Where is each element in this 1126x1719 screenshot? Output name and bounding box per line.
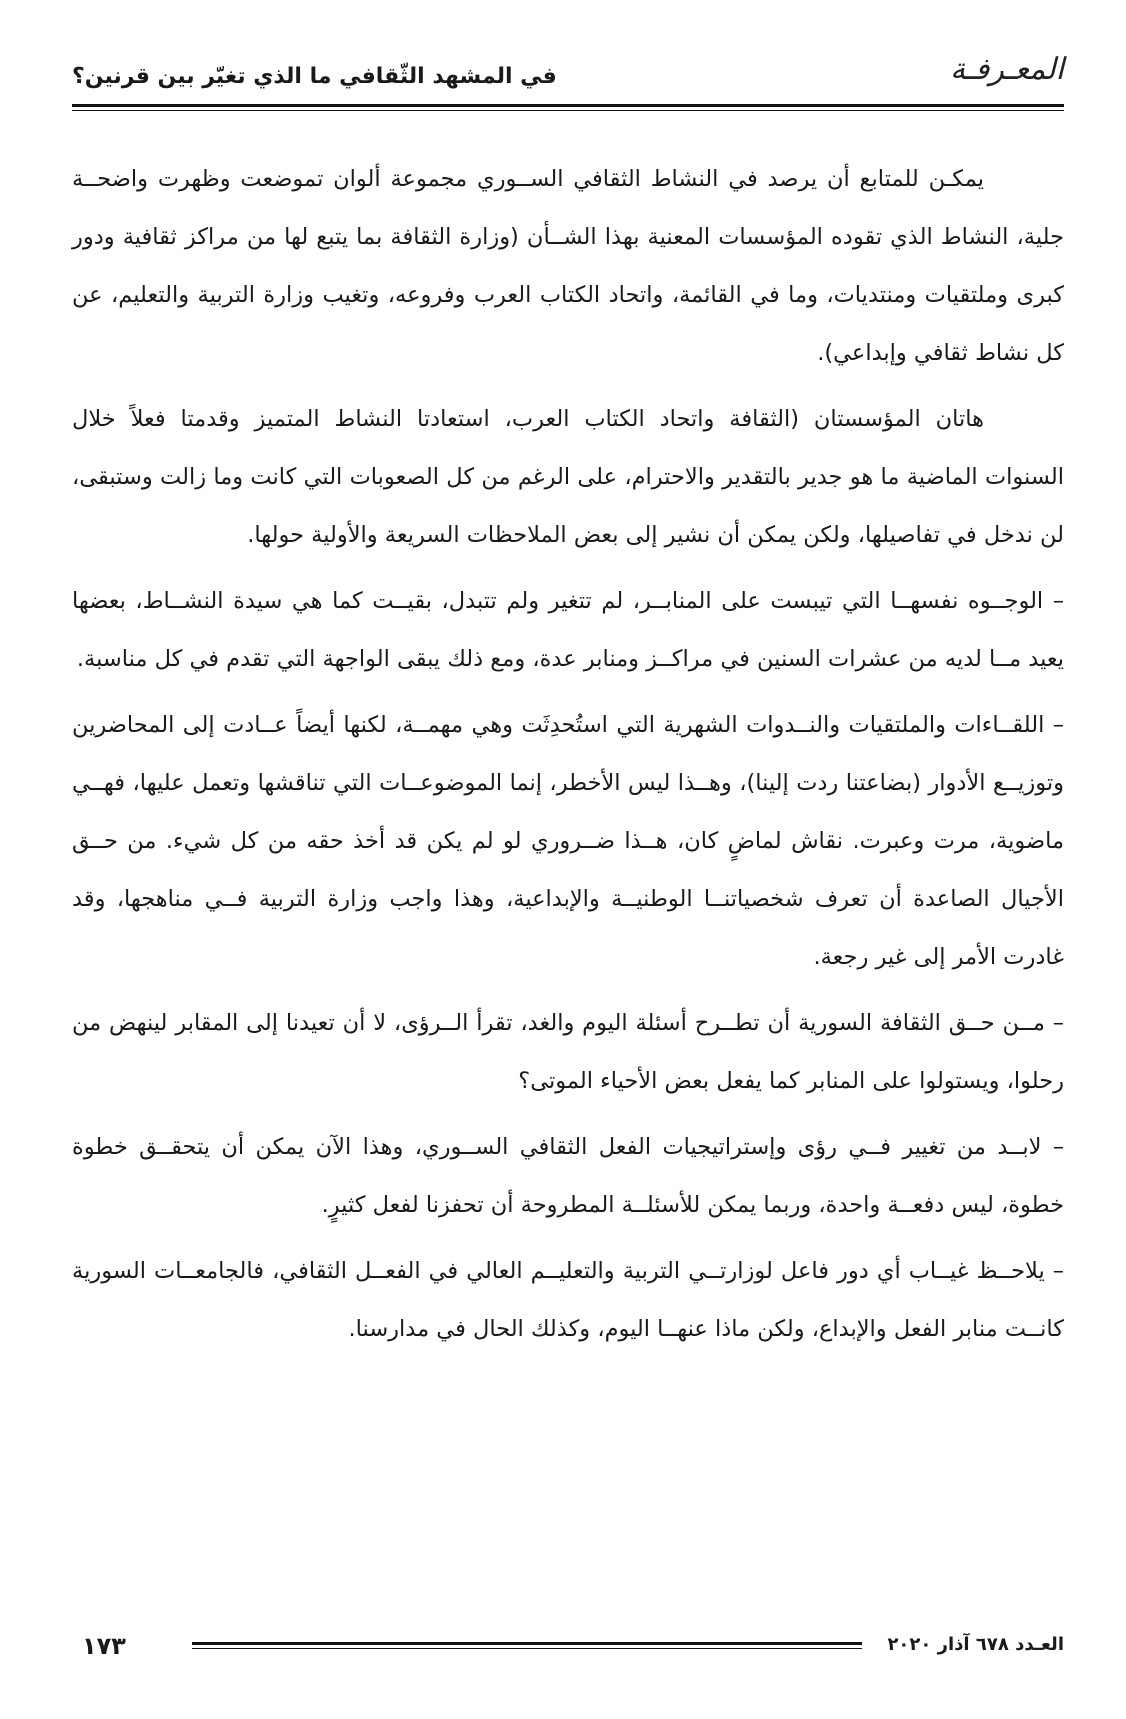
paragraph-2: هاتان المؤسستان (الثقافة واتحاد الكتاب العرب، استعادتا النشاط المتميز وقدمتا فعلاً خلال السنوات الماضية ما هو جدير بالتقدير والاحترام، على الرغم من كل الصعوبات التي كانت وما زالت وستبقى، لن ندخل في تفاصيلها، ولكن يمكن أن نشير إلى بعض الملاحظات السريعة والأولية حولها. [72, 406, 1064, 548]
paragraph-4: – اللقــاءات والملتقيات والنــدوات الشهرية التي استُحدِثَت وهي مهمــة، لكنها أيضاً عــادت إلى المحاضرين وتوزيــع الأدوار (بضاعتنا ردت إلينا)، وهــذا ليس الأخطر، إنما الموضوعــات التي تناقشها وتعمل عليها، فهــي ماضوية، مرت وعبرت. نقاش لماضٍ كان، هــذا ضــروري لو لم يكن قد أخذ حقه من كل شيء. من حــق الأجيال الصاعدة أن تعرف شخصياتنــا الوطنيــة والإبداعية، وهذا واجب وزارة التربية فــي مناهجها، وقد غادرت الأمر إلى غير رجعة. [72, 712, 1064, 970]
page-footer [72, 1628, 1064, 1668]
paragraph-3: – الوجــوه نفسهــا التي تيبست على المنابــر، لم تتغير ولم تتبدل، بقيــت كما هي سيدة النشــاط، بعضها يعيد مــا لديه من عشرات السنين في مراكــز ومنابر عدة، ومع ذلك يبقى الواجهة التي تقدم في كل مناسبة. [72, 588, 1064, 672]
page-header [72, 50, 1064, 104]
paragraph-1: يمكـن للمتابع أن يرصد في النشاط الثقافي الســوري مجموعة ألوان تموضعت وظهرت واضحــة جلية، النشاط الذي تقوده المؤسسات المعنية بهذا الشــأن (وزارة الثقافة بما يتبع لها من مراكز ثقافية ودور كبرى وملتقيات ومنتديات، وما في القائمة، واتحاد الكتاب العرب وفروعه، وتغيب وزارة التربية والتعليم، عن كل نشاط ثقافي وإبداعي). [72, 166, 1064, 366]
issue-info: العـدد ٦٧٨ آذار ٢٠٢٠ [887, 1634, 1064, 1655]
paragraph-5: – مــن حــق الثقافة السورية أن تطــرح أسئلة اليوم والغد، تقرأ الــرؤى، لا أن تعيدنا إلى المقابر لينهض من رحلوا، ويستولوا على المنابر كما يفعل بعض الأحياء الموتى؟ [72, 1010, 1064, 1094]
paragraph-7: – يلاحــظ غيــاب أي دور فاعل لوزارتــي التربية والتعليــم العالي في الفعــل الثقافي، فالجامعــات السورية كانــت منابر الفعل والإبداع، ولكن ماذا عنهــا اليوم، وكذلك الحال في مدارسنا. [72, 1258, 1064, 1342]
journal-logo: المعـرفـة [950, 52, 1064, 87]
header-divider-thin [72, 110, 1064, 111]
header-divider-thick [72, 104, 1064, 107]
paragraph-6: – لابــد من تغيير فــي رؤى وإستراتيجيات الفعل الثقافي الســوري، وهذا الآن يمكن أن يتحقــق خطوة خطوة، ليس دفعــة واحدة، وربما يمكن للأسئلــة المطروحة أن تحفزنا لفعل كثيرٍ. [72, 1134, 1064, 1218]
footer-divider-thick [192, 1642, 862, 1645]
page-number: ١٧٣ [82, 1632, 126, 1660]
article-body [72, 150, 1064, 1366]
running-title: في المشهد الثّقافي ما الذي تغيّر بين قرنين؟ [72, 64, 557, 89]
footer-divider-thin [192, 1648, 862, 1649]
